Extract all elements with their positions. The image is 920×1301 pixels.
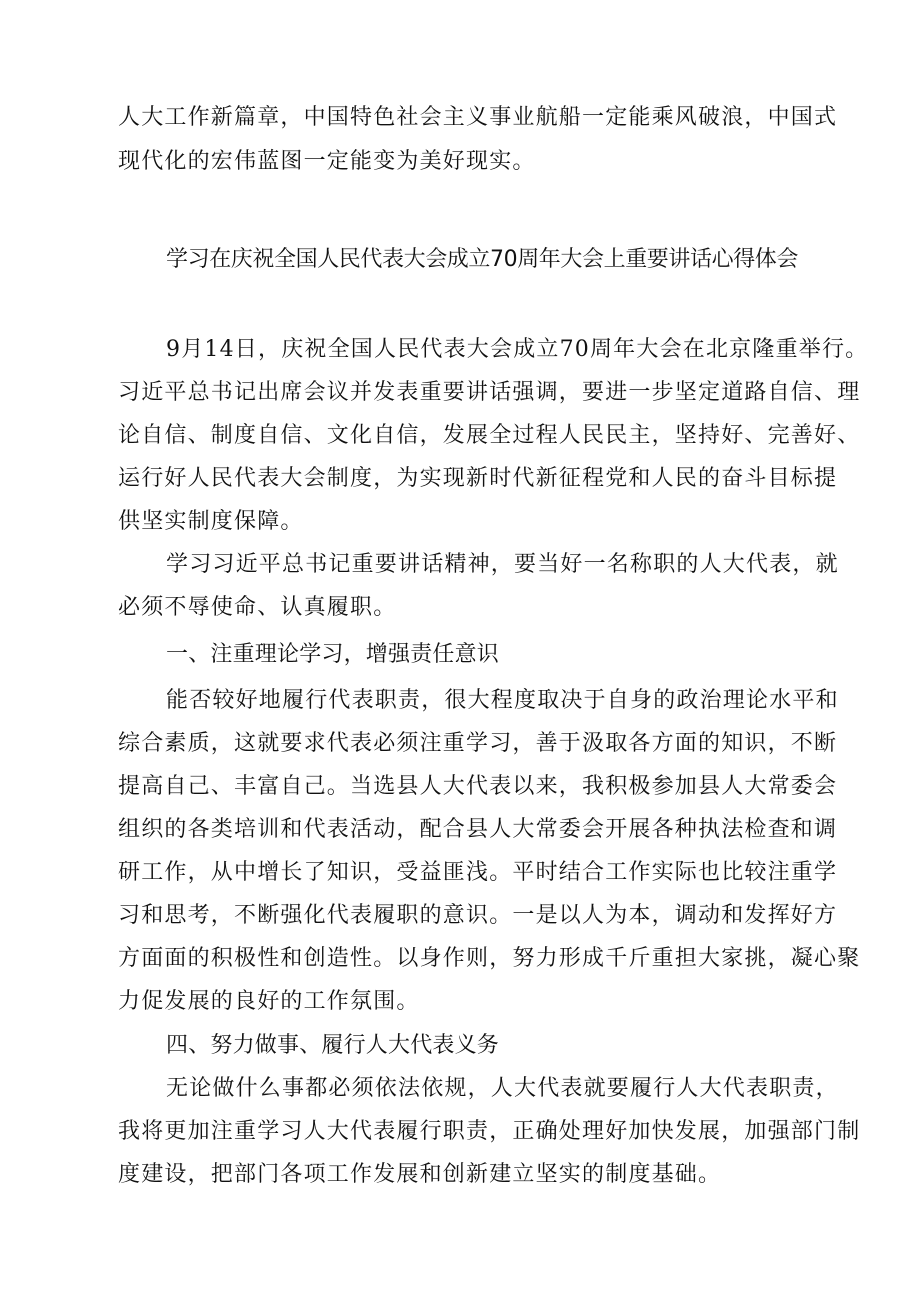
paragraph3-line-2: 综合素质，这就要求代表必须注重学习，善于汲取各方面的知识，不断 bbox=[118, 731, 838, 756]
intro-line-1: 人大工作新篇章，中国特色社会主义事业航船一定能乘风破浪，中国式 bbox=[118, 105, 838, 130]
paragraph3-line-1: 能否较好地履行代表职责，很大程度取决于自身的政治理论水平和 bbox=[166, 688, 839, 713]
paragraph3-line-5: 研工作，从中增长了知识，受益匪浅。平时结合工作实际也比较注重学 bbox=[118, 860, 838, 885]
document-title: 学习在庆祝全国人民代表大会成立70周年大会上重要讲话心得体会 bbox=[166, 247, 798, 272]
paragraph2-line-1: 学习习近平总书记重要讲话精神，要当好一名称职的人大代表，就 bbox=[166, 552, 839, 577]
section-heading-1: 一、注重理论学习，增强责任意识 bbox=[166, 642, 500, 667]
paragraph3-line-4: 组织的各类培训和代表活动，配合县人大常委会开展各种执法检查和调 bbox=[118, 817, 838, 842]
paragraph3-line-6: 习和思考，不断强化代表履职的意识。一是以人为本，调动和发挥好方 bbox=[118, 903, 838, 928]
paragraph3-line-3: 提高自己、丰富自己。当选县人大代表以来，我积极参加县人大常委会 bbox=[118, 774, 838, 799]
paragraph1-line-5: 供坚实制度保障。 bbox=[118, 509, 304, 534]
paragraph3-line-8: 力促发展的良好的工作氛围。 bbox=[118, 989, 420, 1014]
paragraph4-line-2: 我将更加注重学习人大代表履行职责，正确处理好加快发展，加强部门制 bbox=[118, 1119, 861, 1144]
intro-line-2: 现代化的宏伟蓝图一定能变为美好现实。 bbox=[118, 149, 536, 174]
section-heading-2: 四、努力做事、履行人大代表义务 bbox=[166, 1033, 500, 1058]
paragraph4-line-1: 无论做什么事都必须依法依规，人大代表就要履行人大代表职责， bbox=[166, 1076, 839, 1101]
paragraph3-line-7: 方面面的积极性和创造性。以身作则，努力形成千斤重担大家挑，凝心聚 bbox=[118, 946, 861, 971]
paragraph1-line-2: 习近平总书记出席会议并发表重要讲话强调，要进一步坚定道路自信、理 bbox=[118, 380, 861, 405]
paragraph1-line-1: 9月14日，庆祝全国人民代表大会成立70周年大会在北京隆重举行。 bbox=[166, 337, 869, 362]
paragraph2-line-2: 必须不辱使命、认真履职。 bbox=[118, 595, 397, 620]
paragraph4-line-3: 度建设，把部门各项工作发展和创新建立坚实的制度基础。 bbox=[118, 1162, 722, 1187]
paragraph1-line-4: 运行好人民代表大会制度，为实现新时代新征程党和人民的奋斗目标提 bbox=[118, 466, 838, 491]
paragraph1-line-3: 论自信、制度自信、文化自信，发展全过程人民民主，坚持好、完善好、 bbox=[118, 423, 861, 448]
